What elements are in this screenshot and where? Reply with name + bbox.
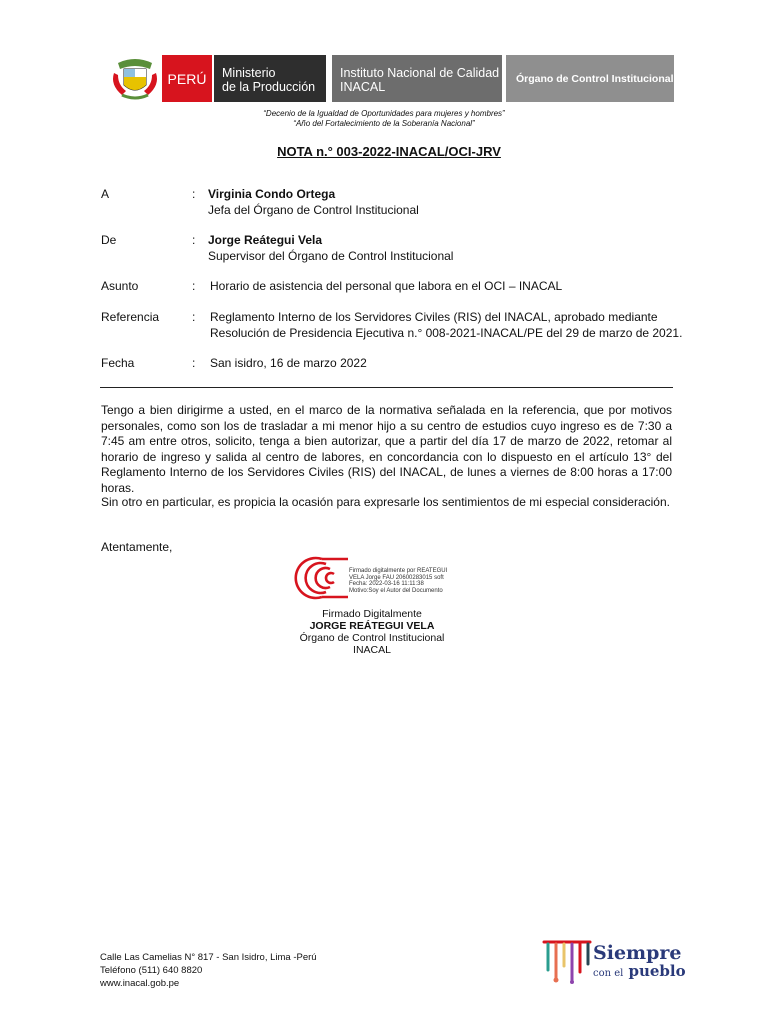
siempre-logo-icon [540, 938, 594, 989]
stamp-details [349, 568, 469, 594]
footer-web[interactable]: www.inacal.gob.pe [100, 978, 180, 989]
field-label-de: De [101, 233, 117, 247]
coat-of-arms-icon [108, 55, 162, 102]
closing: Atentamente, [101, 540, 173, 554]
body-paragraph-2: Sin otro en particular, es propicia la ocasión para expresarle los sentimientos de mi especial consideración. [101, 495, 670, 509]
slogan-top: Siempre [593, 942, 682, 964]
signer-unit: Órgano de Control Institucional [299, 632, 445, 644]
field-label-fecha: Fecha [101, 356, 135, 370]
footer-address: Calle Las Camelias N° 817 - San Isidro, Lima -Perú [100, 952, 317, 963]
footer-phone: Teléfono (511) 640 8820 [100, 965, 203, 976]
stamp-line-1: Firmado digitalmente por REATEGUI [349, 568, 448, 574]
ministerio-line2: de la Producción [222, 80, 316, 94]
field-label-a: A [101, 187, 110, 201]
referencia-line2: Resolución de Presidencia Ejecutiva n.° 008-2021-INACAL/PE del 29 de marzo de 2021. [210, 326, 683, 340]
header-bar [108, 55, 674, 102]
colon: : [192, 233, 196, 247]
colon: : [192, 356, 196, 370]
ministerio-line1: Ministerio [222, 66, 276, 80]
siempre-slogan [593, 943, 686, 982]
digital-signature-stamp-icon [282, 555, 352, 606]
colon: : [192, 279, 196, 293]
signed-label: Firmado Digitalmente [322, 608, 422, 620]
slogan-bottom-line [593, 963, 686, 982]
slogan-bottom: pueblo [628, 962, 686, 980]
stamp-line-3: Fecha: 2022-03-16 11:11:38 [349, 581, 424, 587]
ministerio-badge [212, 55, 326, 102]
slogan-bottom-pre: con el [593, 968, 624, 979]
field-value-asunto: Horario de asistencia del personal que labora en el OCI – INACAL [210, 279, 563, 293]
field-value-fecha: San isidro, 16 de marzo 2022 [210, 356, 367, 370]
inacal-line2: INACAL [340, 80, 386, 94]
field-label-asunto: Asunto [101, 279, 139, 293]
sender-role: Supervisor del Órgano de Control Institucional [208, 249, 454, 263]
footer-contact [100, 951, 317, 990]
referencia-line1: Reglamento Interno de los Servidores Civiles (RIS) del INACAL, aprobado mediante [210, 310, 658, 324]
peru-badge: PERÚ [162, 55, 212, 102]
field-value-referencia [210, 309, 683, 341]
decade-slogan: “Decenio de la Igualdad de Oportunidades para mujeres y hombres” [263, 109, 505, 118]
signer-name: JORGE REÁTEGUI VELA [309, 620, 435, 632]
field-value-a [208, 186, 419, 218]
sender-name: Jorge Reátegui Vela [208, 233, 323, 247]
body-paragraph-1: Tengo a bien dirigirme a usted, en el marco de la normativa señalada en la referencia, que por motivos personales, como son los de trasladar a mi menor hijo a su centro de estudios cuyo ingreso es de 7:30 a 7:45 am entre otros, solicito, tenga a bien autorizar, que a partir del día 17 de marzo de 2022, retomar al horario de ingreso y salida al centro de labores, en concordancia con lo dispuesto en el artículo 13° del Reglamento Interno de los Servidores Civiles (RIS) del INACAL, de lunes a viernes de 8:00 horas a 17:00 horas. [101, 403, 672, 495]
signature-block [252, 608, 492, 656]
stamp-line-4: Motivo:Soy el Autor del Documento [349, 587, 443, 594]
field-label-referencia: Referencia [101, 310, 160, 324]
year-slogan: “Año del Fortalecimiento de la Soberanía Nacional” [293, 119, 475, 128]
inacal-line1: Instituto Nacional de Calidad [340, 66, 500, 80]
recipient-name: Virginia Condo Ortega [208, 187, 336, 201]
signer-org: INACAL [353, 644, 391, 656]
field-value-de [208, 232, 453, 264]
colon: : [192, 187, 196, 201]
stamp-line-2: VELA Jorge FAU 20600283015 soft [349, 574, 444, 581]
oci-badge: Órgano de Control Institucional [506, 55, 674, 102]
document-title: NOTA n.° 003-2022-INACAL/OCI-JRV [277, 144, 501, 159]
colon: : [192, 310, 196, 324]
recipient-role: Jefa del Órgano de Control Institucional [208, 203, 419, 217]
inacal-badge [332, 55, 502, 102]
divider [100, 387, 673, 388]
